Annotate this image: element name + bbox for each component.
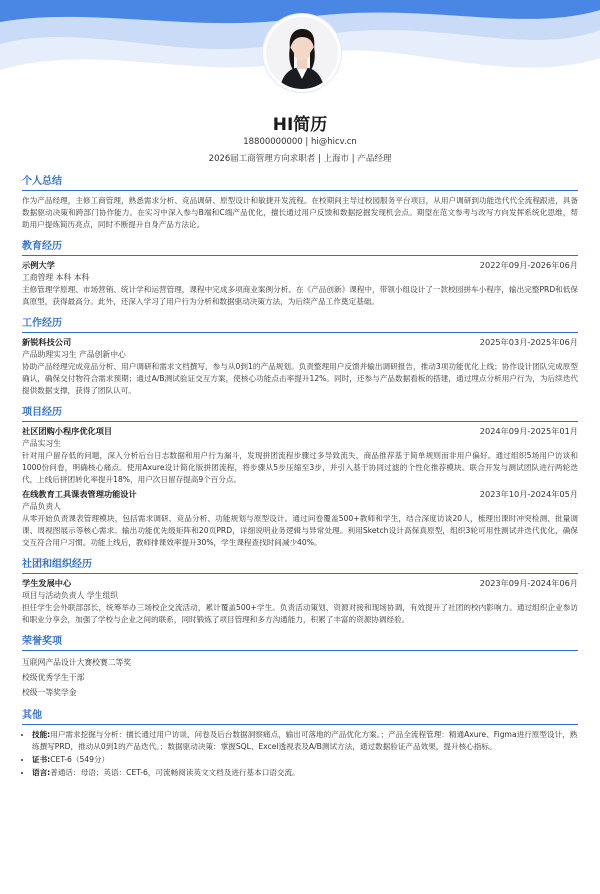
activity-date: 2023年09月-2024年06月 — [479, 578, 578, 588]
section-title-activities: 社团和组织经历 — [22, 553, 578, 574]
others-list — [22, 729, 578, 779]
award-item: 校级一等奖学金 — [22, 688, 77, 697]
project-date: 2024年09月-2025年01月 — [479, 426, 578, 436]
project-name: 在线教育工具课表管理功能设计 — [22, 489, 137, 499]
section-activities — [22, 553, 578, 626]
project-text: 针对用户留存低的问题，深入分析后台日志数据和用户行为漏斗，发现拼团流程步骤过多导致流失，商品推荐基于简单规则而非用户偏好。通过组织5场用户访谈和1000份问卷，明确核心痛点。使用Axure设计简化版拼团流程，将步骤从5步压缩至3步，并引入基于协同过滤的个性化推荐模块。联合开发与测试团队进行两轮迭代，上线后拼团转化率提升18%，用户次日留存提高9个百分点。 — [22, 451, 578, 484]
project-role: 产品负责人 — [22, 502, 61, 511]
education-header — [22, 260, 578, 271]
project-name: 社区团购小程序优化项目 — [22, 426, 113, 436]
section-title-projects: 项目经历 — [22, 401, 578, 422]
others-label: 证书: — [32, 755, 51, 764]
others-item-skills — [32, 729, 578, 753]
section-title-work: 工作经历 — [22, 312, 578, 333]
others-label: 技能: — [32, 730, 51, 739]
others-label: 语言: — [32, 768, 51, 777]
section-title-summary: 个人总结 — [22, 170, 578, 191]
others-item-language — [32, 767, 578, 779]
contact-info: 18800000000 | hi@hicv.cn — [243, 137, 357, 147]
section-others — [22, 704, 578, 779]
others-text: CET-6（549分） — [50, 755, 110, 764]
others-item-certificate — [32, 754, 578, 766]
activity-header — [22, 578, 578, 589]
section-title-education: 教育经历 — [22, 235, 578, 256]
others-text: 用户需求挖掘与分析：擅长通过用户访谈、问卷及后台数据洞察痛点，输出可落地的产品优化方案。；产品全流程管理：精通Axure、Figma进行原型设计，熟练撰写PRD，推动从0到1的产品迭代。；数据驱动决策：掌握SQL、Excel透视表及A/B测试方法，通过数据验证产品效果，提升核心指标。 — [32, 730, 578, 751]
section-awards — [22, 630, 578, 700]
project-role: 产品实习生 — [22, 439, 61, 448]
company-name: 新锐科技公司 — [22, 337, 72, 347]
candidate-name: HI简历 — [272, 115, 328, 135]
education-major: 工商管理 本科 本科 — [22, 273, 90, 282]
school-name: 示例大学 — [22, 260, 55, 270]
work-date: 2025年03月-2025年06月 — [479, 337, 578, 347]
project-header — [22, 426, 578, 437]
job-target: 2026届工商管理方向求职者 | 上海市 | 产品经理 — [208, 154, 392, 164]
summary-text: 作为产品经理，主修工商管理，熟悉需求分析、竞品调研、原型设计和敏捷开发流程。在校期间主导过校园服务平台项目，从用户调研到功能迭代代全流程跟进，具备数据驱动决策和跨部门协作能力。在实习中深入参与B端和C端产品优化，擅长通过用户反馈和数据挖掘发现机会点。期望在范文参考与改写方向发挥系统化思维，帮助用户提炼简历亮点，同时不断提升自身产品方法论。 — [22, 196, 578, 229]
section-title-awards: 荣誉奖项 — [22, 630, 578, 651]
others-text: 普通话：母语；英语：CET-6，可流畅阅读英文文档及进行基本口语交流。 — [50, 768, 300, 777]
project-item — [22, 426, 578, 486]
section-title-others: 其他 — [22, 704, 578, 725]
work-header — [22, 337, 578, 348]
award-item: 互联网产品设计大赛校赛二等奖 — [22, 658, 132, 667]
project-date: 2023年10月-2024年05月 — [479, 489, 578, 499]
section-work — [22, 312, 578, 397]
project-item — [22, 489, 578, 549]
work-text: 协助产品经理完成竞品分析、用户调研和需求文档撰写，参与从0到1的产品规划。负责整理用户反馈并输出调研报告，推动3项功能优化上线；协作设计团队完成原型确认，确保交付物符合需求预期；通过A/B测试验证交互方案，使核心功能点击率提升12%。同时，还参与产品数据看板的搭建，通过埋点分析用户行为，为后续迭代提供数据支撑，获得了团队认可。 — [22, 362, 578, 395]
activity-org: 学生发展中心 — [22, 578, 72, 588]
section-summary — [22, 170, 578, 231]
education-date: 2022年09月-2026年06月 — [479, 260, 578, 270]
activity-role: 项目与活动负责人 学生组织 — [22, 591, 119, 600]
award-item: 校级优秀学生干部 — [22, 673, 85, 682]
project-text: 从零开始负责课表管理模块，包括需求调研、竞品分析、功能规划与原型设计。通过问卷覆盖500+教师和学生，结合深度访谈20人，梳理出课时冲突检测、批量调课、周视图展示等核心需求。输出功能优先级矩阵和20页PRD，详细说明业务逻辑与异常处理。利用Sketch设计高保真原型，组织3轮可用性测试并迭代优化，确保交互符合用户习惯。功能上线后，教师排课效率提升30%，学生课程查找时间减少40%。 — [22, 514, 578, 547]
education-text: 主修管理学原理、市场营销、统计学和运营管理，课程中完成多项商业案例分析。在《产品创新》课程中，带领小组设计了一款校园拼车小程序，输出完整PRD和低保真原型，获得最高分。此外，还深入学习了用户行为分析和数据驱动决策方法，为后续产品工作奠定基础。 — [22, 285, 578, 306]
work-role: 产品助理实习生 产品创新中心 — [22, 350, 126, 359]
section-projects — [22, 401, 578, 549]
portrait-image — [266, 17, 338, 89]
resume-content — [22, 166, 578, 780]
section-education — [22, 235, 578, 308]
activity-text: 担任学生会外联部部长，统筹举办三场校企交流活动，累计覆盖500+学生。负责活动策划、资源对接和现场协调，有效提升了社团的校内影响力。通过组织企业参访和职业分享会，加强了学校与企业之间的联系，同时锻炼了项目管理和多方沟通能力，积累了丰富的资源协调经验。 — [22, 603, 578, 624]
profile-photo — [263, 14, 341, 92]
project-header — [22, 489, 578, 500]
